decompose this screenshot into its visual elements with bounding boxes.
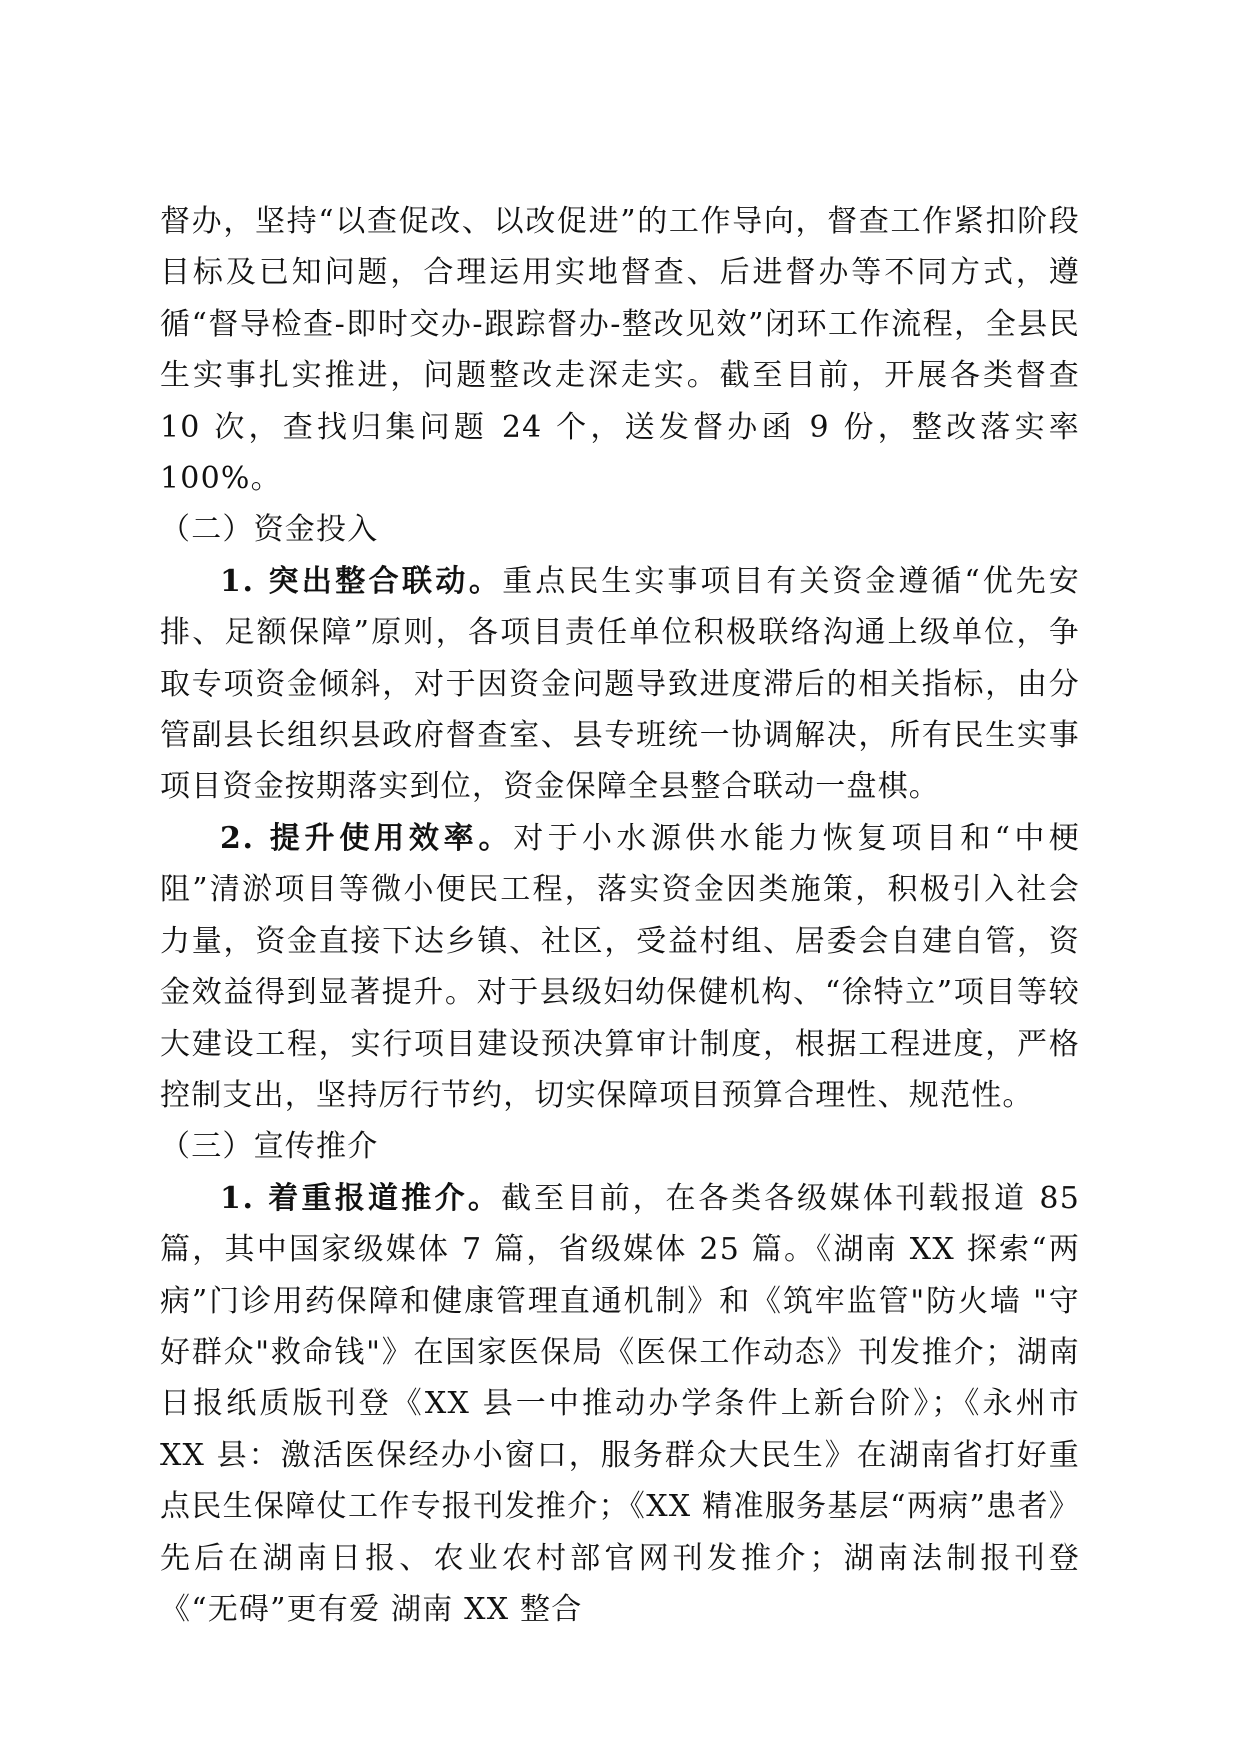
paragraph-lead-integration: 1. 突出整合联动。	[220, 563, 503, 599]
paragraph-reporting	[160, 1173, 1080, 1636]
section-heading-funding: （二）资金投入	[160, 512, 379, 548]
paragraph-text-reporting: 截至目前，在各类各级媒体刊载报道 85 篇，其中国家级媒体 7 篇，省级媒体 25 篇。《湖南 XX 探索“两病”门诊用药保障和健康管理直通机制》和《筑牢监管"防火墙 "守好群众"救命钱"》在国家医保局《医保工作动态》刊发推介；湖南日报纸质版刊登《XX 县一中推动办学条件上新台阶》；《永州市 XX 县：激活医保经办小窗口，服务群众大民生》在湖南省打好重点民生保障仗工作专报刊发推介；《XX 精准服务基层“两病”患者》先后在湖南日报、农业农村部官网刊发推介；湖南法制报刊登《“无碍”更有爱 湖南 XX 整合	[160, 1180, 1081, 1627]
paragraph-integration	[160, 556, 1080, 813]
paragraph-text-integration: 重点民生实事项目有关资金遵循“优先安排、足额保障”原则，各项目责任单位积极联络沟通上级单位，争取专项资金倾斜，对于因资金问题导致进度滞后的相关指标，由分管副县长组织县政府督查室、县专班统一协调解决，所有民生实事项目资金按期落实到位，资金保障全县整合联动一盘棋。	[160, 563, 1081, 805]
document-body	[160, 196, 1080, 1635]
paragraph-efficiency	[160, 813, 1080, 1121]
paragraph-lead-reporting: 1. 着重报道推介。	[220, 1180, 502, 1216]
paragraph-lead-efficiency: 2. 提升使用效率。	[220, 820, 514, 856]
continued-paragraph: 督办，坚持“以查促改、以改促进”的工作导向，督查工作紧扣阶段目标及已知问题，合理运用实地督查、后进督办等不同方式，遵循“督导检查-即时交办-跟踪督办-整改见效”闭环工作流程，全县民生实事扎实推进，问题整改走深走实。截至目前，开展各类督查 10 次，查找归集问题 24 个，送发督办函 9 份，整改落实率 100%。	[160, 204, 1080, 497]
paragraph-text-efficiency: 对于小水源供水能力恢复项目和“中梗阻”清淤项目等微小便民工程，落实资金因类施策，积极引入社会力量，资金直接下达乡镇、社区，受益村组、居委会自建自管，资金效益得到显著提升。对于县级妇幼保健机构、“徐特立”项目等较大建设工程，实行项目建设预决算审计制度，根据工程进度，严格控制支出，坚持厉行节约，切实保障项目预算合理性、规范性。	[160, 820, 1080, 1113]
section-heading-publicity: （三）宣传推介	[160, 1129, 379, 1165]
